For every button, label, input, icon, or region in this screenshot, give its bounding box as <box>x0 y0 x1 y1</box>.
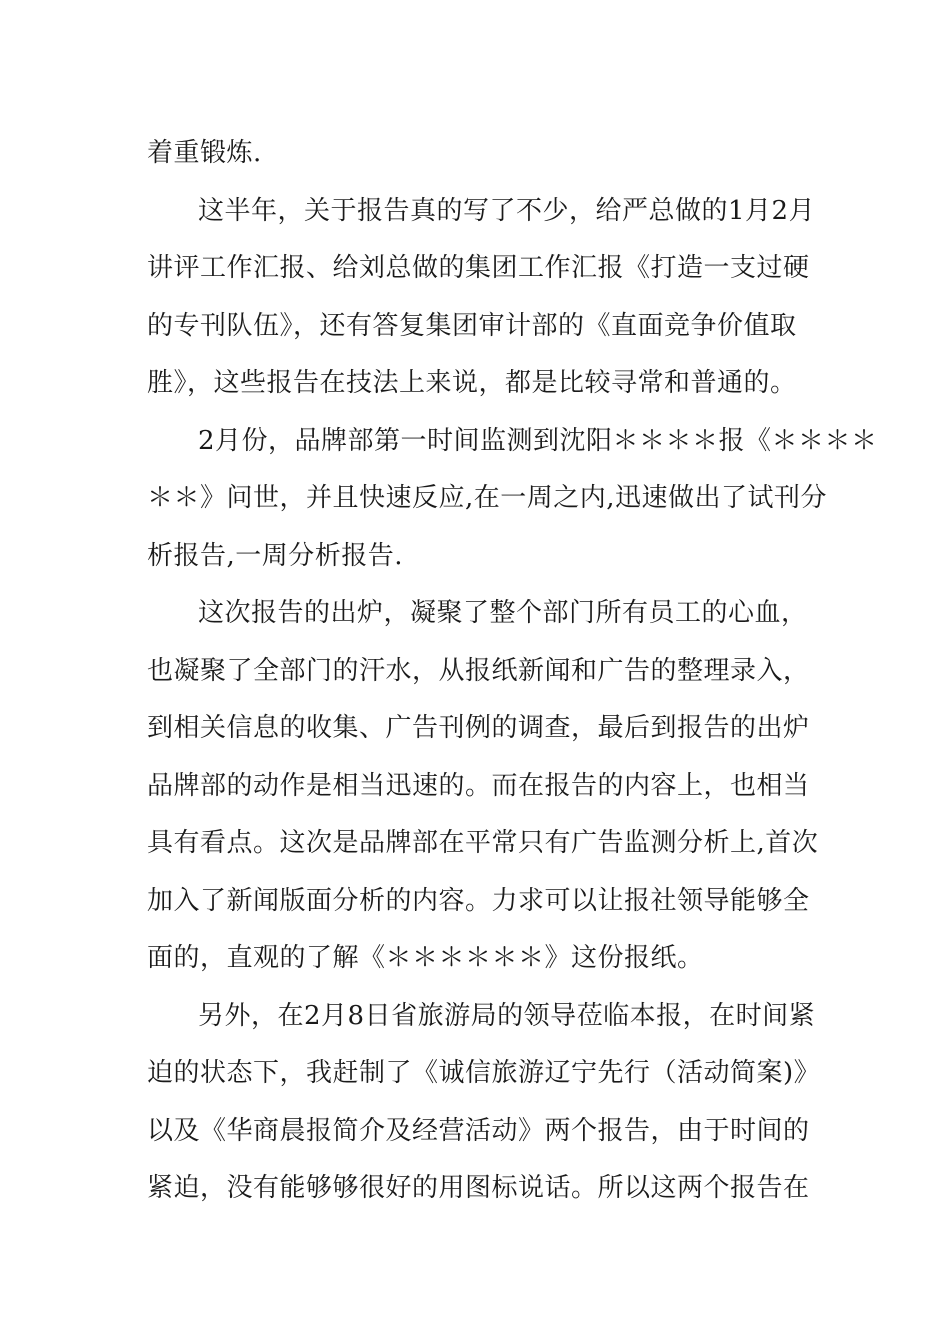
text-line: 着重锻炼. <box>147 138 262 168</box>
text-line: 紧迫，没有能够够很好的用图标说话。所以这两个报告在 <box>147 1173 810 1203</box>
paragraph-start-line: 这次报告的出炉，凝聚了整个部门所有员工的心血， <box>198 598 808 628</box>
text-line: 具有看点。这次是品牌部在平常只有广告监测分析上,首次 <box>147 828 819 858</box>
text-line: 品牌部的动作是相当迅速的。而在报告的内容上，也相当 <box>147 771 810 801</box>
text-line: 胜》，这些报告在技法上来说，都是比较寻常和普通的。 <box>147 368 797 398</box>
text-line: 面的，直观的了解《＊＊＊＊＊＊》这份报纸。 <box>147 943 704 973</box>
text-line: 以及《华商晨报简介及经营活动》两个报告，由于时间的 <box>147 1116 810 1146</box>
paragraph-start-line: 2月份，品牌部第一时间监测到沈阳＊＊＊＊报《＊＊＊＊ <box>198 426 878 456</box>
text-line: 迫的状态下，我赶制了《诚信旅游辽宁先行（活动简案)》 <box>147 1058 821 1088</box>
text-line: 到相关信息的收集、广告刊例的调查，最后到报告的出炉 <box>147 713 810 743</box>
text-line: 也凝聚了全部门的汗水，从报纸新闻和广告的整理录入， <box>147 656 810 686</box>
text-line: 讲评工作汇报、给刘总做的集团工作汇报《打造一支过硬 <box>147 253 810 283</box>
text-line: 的专刊队伍》，还有答复集团审计部的《直面竞争价值取 <box>147 311 797 341</box>
text-line: 析报告,一周分析报告. <box>147 541 404 571</box>
text-line: ＊＊》问世，并且快速反应,在一周之内,迅速做出了试刊分 <box>147 483 828 513</box>
paragraph-start-line: 另外，在2月8日省旅游局的领导莅临本报，在时间紧 <box>198 1001 816 1031</box>
text-line: 加入了新闻版面分析的内容。力求可以让报社领导能够全 <box>147 886 810 916</box>
paragraph-start-line: 这半年，关于报告真的写了不少，给严总做的1月2月 <box>198 196 816 226</box>
